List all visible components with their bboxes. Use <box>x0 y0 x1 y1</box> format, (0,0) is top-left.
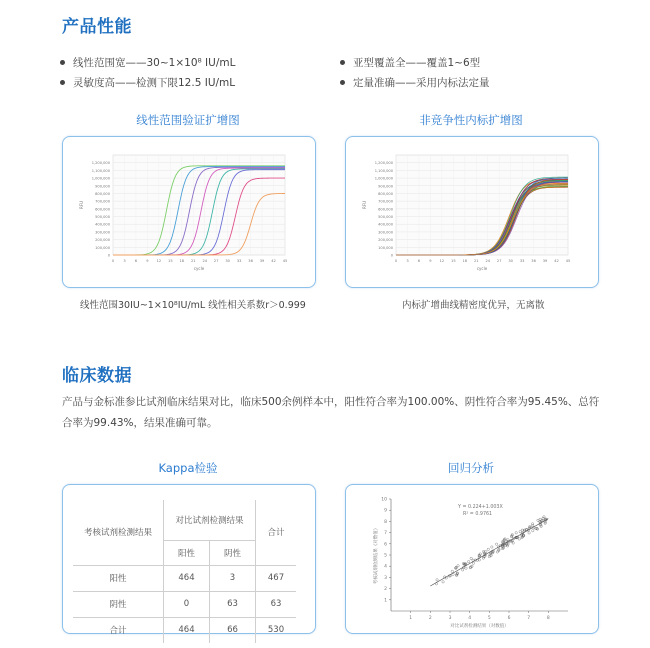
y-tick-label: 10 <box>381 497 387 503</box>
table-row <box>73 591 296 617</box>
regression-line <box>430 519 548 586</box>
x-tick-label: 5 <box>487 616 491 621</box>
x-tick-label: 6 <box>417 259 421 263</box>
y-tick-label: 500,000 <box>95 215 110 220</box>
scatter-point <box>495 543 497 545</box>
x-tick-label: 24 <box>485 259 491 263</box>
figure-title-kappa: Kappa检验 <box>158 461 218 475</box>
kappa-table-card <box>62 484 316 637</box>
y-tick-label: 200,000 <box>95 238 110 243</box>
table-cell: 464 <box>164 565 210 591</box>
x-tick-label: 7 <box>527 616 531 621</box>
bullet-text: 亚型覆盖全——覆盖1~6型 <box>353 57 481 69</box>
bullet-item <box>60 75 235 90</box>
y-axis-label: RFU <box>362 200 367 210</box>
scatter-point <box>487 548 489 550</box>
y-axis-label: RFU <box>79 200 84 210</box>
y-tick-label: 800,000 <box>95 191 110 196</box>
r-squared: R² = 0.9761 <box>463 512 493 517</box>
table-row <box>73 565 296 591</box>
x-tick-label: 9 <box>429 259 432 263</box>
y-tick-label: 100,000 <box>95 245 110 250</box>
y-tick-label: 900,000 <box>95 184 110 189</box>
x-tick-label: 3 <box>406 259 409 263</box>
scatter-point <box>539 518 541 520</box>
bullet-text: 定量准确——采用内标法定量 <box>353 77 490 89</box>
y-tick-label: 300,000 <box>95 230 110 235</box>
scatter-point <box>519 531 521 533</box>
y-tick-label: 7 <box>384 531 387 537</box>
x-tick-label: 42 <box>554 259 559 263</box>
x-tick-label: 3 <box>448 616 452 621</box>
table-cell: 0 <box>164 591 210 617</box>
bullet-text: 线性范围宽——30~1×10⁸ IU/mL <box>73 57 236 69</box>
y-tick-label: 2 <box>384 587 387 593</box>
scatter-point <box>496 551 498 553</box>
y-tick-label: 1,200,000 <box>374 161 393 166</box>
x-tick-label: 33 <box>236 259 242 263</box>
y-tick-label: 8 <box>384 519 387 525</box>
table-row <box>73 617 296 643</box>
scatter-point <box>515 532 517 534</box>
y-tick-label: 1,200,000 <box>91 161 110 166</box>
x-tick-label: 8 <box>546 616 550 621</box>
x-tick-label: 39 <box>259 259 265 263</box>
section-title-clinical-data: 临床数据 <box>62 366 132 386</box>
x-tick-label: 39 <box>542 259 548 263</box>
figure-title-linear-range: 线性范围验证扩增图 <box>136 113 240 127</box>
figure-caption-linear-range: 线性范围30IU~1×10⁸IU/mL 线性相关系数r＞0.999 <box>80 300 306 311</box>
y-tick-label: 800,000 <box>378 191 393 196</box>
col-group-header-cell: 对比试剂检测结果 <box>164 500 256 540</box>
col-total-header-cell: 合计 <box>256 500 297 565</box>
chart-card-internal-control <box>345 136 599 288</box>
y-tick-label: 1,000,000 <box>91 176 110 181</box>
x-tick-label: 9 <box>146 259 149 263</box>
y-tick-label: 3 <box>384 575 387 581</box>
x-tick-label: 36 <box>531 259 536 263</box>
row-label-cell: 阳性 <box>73 565 164 591</box>
col-negative-header-cell: 阴性 <box>210 540 256 565</box>
scatter-point <box>518 538 520 540</box>
x-tick-label: 30 <box>508 259 513 263</box>
x-tick-label: 24 <box>202 259 208 263</box>
scatter-point <box>491 546 493 548</box>
scatter-point <box>536 528 538 530</box>
y-tick-label: 0 <box>390 253 393 258</box>
x-tick-label: 45 <box>282 259 288 263</box>
bullet-item <box>60 55 235 70</box>
scatter-point <box>467 560 469 562</box>
table-cell: 530 <box>256 617 297 643</box>
table-cell: 63 <box>256 591 297 617</box>
y-tick-label: 500,000 <box>378 215 393 220</box>
x-tick-label: 21 <box>473 259 479 263</box>
x-tick-label: 12 <box>439 259 445 263</box>
y-tick-label: 0 <box>107 253 110 258</box>
x-tick-label: 21 <box>190 259 196 263</box>
x-axis-label: 对比试剂检测结果（对数值） <box>450 624 509 629</box>
y-tick-label: 5 <box>384 553 387 559</box>
scatter-point <box>512 542 514 544</box>
y-tick-label: 600,000 <box>378 207 393 212</box>
x-tick-label: 4 <box>468 616 472 621</box>
bullet-item <box>340 75 490 90</box>
x-tick-label: 27 <box>213 259 219 263</box>
x-tick-label: 42 <box>271 259 276 263</box>
x-tick-label: 6 <box>507 616 511 621</box>
x-tick-label: 15 <box>168 259 173 263</box>
y-tick-label: 9 <box>384 508 387 514</box>
figure-title-regression: 回归分析 <box>448 461 494 475</box>
x-tick-label: 27 <box>496 259 502 263</box>
regression-equation: Y = 0.224+1.003X <box>458 505 503 510</box>
x-tick-label: 12 <box>156 259 162 263</box>
x-tick-label: 18 <box>179 259 185 263</box>
y-tick-label: 1,000,000 <box>374 176 393 181</box>
x-tick-label: 15 <box>451 259 456 263</box>
clinical-summary-paragraph: 产品与金标准参比试剂临床结果对比，临床500余例样本中，阳性符合率为100.00%、阴性符合率为95.45%、总符合率为99.43%，结果准确可靠。 <box>62 396 600 429</box>
scatter-point <box>470 557 472 559</box>
x-tick-label: 2 <box>428 616 432 621</box>
scatter-point <box>469 566 471 568</box>
y-tick-label: 600,000 <box>95 207 110 212</box>
y-tick-label: 1 <box>384 598 387 604</box>
y-tick-label: 200,000 <box>378 238 393 243</box>
row-label-cell: 阴性 <box>73 591 164 617</box>
x-tick-label: 33 <box>519 259 525 263</box>
x-axis-label: cycle <box>193 266 205 271</box>
plot-area <box>396 155 568 255</box>
table-cell: 467 <box>256 565 297 591</box>
section-title-product-performance: 产品性能 <box>62 17 132 37</box>
y-tick-label: 1,100,000 <box>91 168 110 173</box>
y-tick-label: 400,000 <box>95 222 110 227</box>
bullet-item <box>340 55 480 70</box>
amplification-chart-linear-range <box>63 137 315 287</box>
regression-scatter-chart <box>346 485 598 633</box>
x-tick-label: 45 <box>565 259 571 263</box>
y-axis-label: 考核试剂检测结果（对数值） <box>374 525 379 585</box>
x-axis-label: cycle <box>476 266 488 271</box>
table-cell: 464 <box>164 617 210 643</box>
scatter-point <box>465 567 467 569</box>
y-tick-label: 6 <box>384 542 387 548</box>
scatter-point <box>532 524 534 526</box>
scatter-point <box>528 526 530 528</box>
x-tick-label: 6 <box>134 259 138 263</box>
scatter-point <box>461 569 463 571</box>
x-tick-label: 36 <box>248 259 253 263</box>
amplification-chart-internal-control <box>346 137 598 287</box>
y-tick-label: 100,000 <box>378 245 393 250</box>
x-tick-label: 3 <box>123 259 126 263</box>
scatter-point <box>457 565 459 567</box>
table-cell: 63 <box>210 591 256 617</box>
bullet-text: 灵敏度高——检测下限12.5 IU/mL <box>73 77 236 89</box>
scatter-point <box>451 570 453 572</box>
x-tick-label: 0 <box>394 259 398 263</box>
y-tick-label: 300,000 <box>378 230 393 235</box>
y-tick-label: 1,100,000 <box>374 168 393 173</box>
y-tick-label: 4 <box>384 564 387 570</box>
chart-card-linear-range <box>62 136 316 288</box>
figure-title-internal-control: 非竞争性内标扩增图 <box>419 113 523 127</box>
regression-chart-card <box>345 484 599 634</box>
kappa-table <box>73 500 296 643</box>
scatter-point <box>528 532 530 534</box>
y-tick-label: 900,000 <box>378 184 393 189</box>
scatter-point <box>442 581 444 583</box>
y-tick-label: 700,000 <box>378 199 393 204</box>
x-tick-label: 18 <box>462 259 468 263</box>
y-tick-label: 700,000 <box>95 199 110 204</box>
table-cell: 66 <box>210 617 256 643</box>
x-tick-label: 1 <box>409 616 413 621</box>
row-header-cell: 考核试剂检测结果 <box>73 500 164 565</box>
scatter-point <box>436 579 438 581</box>
scatter-point <box>532 530 534 532</box>
y-tick-label: 400,000 <box>378 222 393 227</box>
table-cell: 3 <box>210 565 256 591</box>
x-tick-label: 30 <box>225 259 230 263</box>
col-positive-header-cell: 阳性 <box>164 540 210 565</box>
x-tick-label: 0 <box>111 259 115 263</box>
row-label-cell: 合计 <box>73 617 164 643</box>
scatter-point <box>472 562 474 564</box>
figure-caption-internal-control: 内标扩增曲线精密度优异，无离散 <box>402 300 545 311</box>
